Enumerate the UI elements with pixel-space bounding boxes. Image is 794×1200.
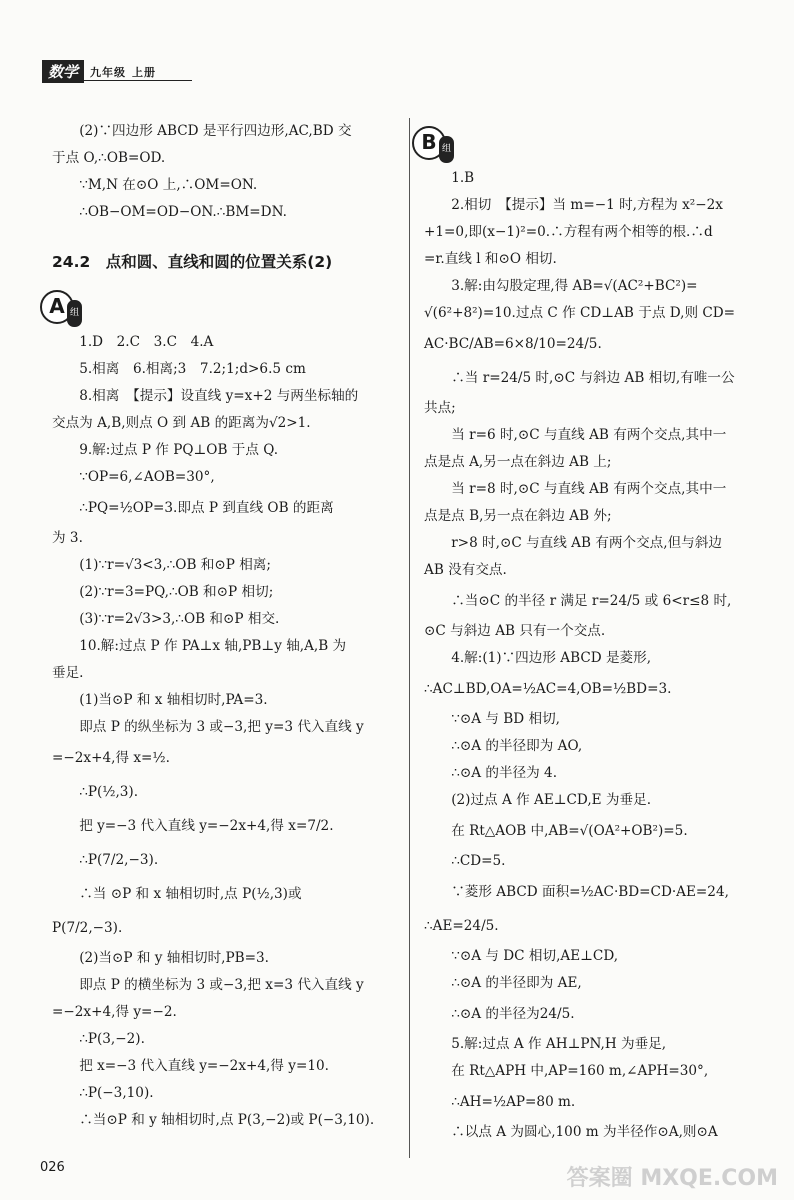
left-column bbox=[49, 118, 390, 1134]
text-line: ∴P(7/2,−3). bbox=[79, 852, 159, 868]
text-line: 垂足. bbox=[52, 665, 84, 681]
text-line: +1=0,即(x−1)²=0.∴方程有两个相等的根.∴d bbox=[424, 224, 713, 240]
text-line: (1)当⊙P 和 x 轴相切时,PA=3. bbox=[79, 692, 268, 708]
group-a-icon: A bbox=[40, 290, 74, 324]
text-line: AC·BC/AB=6×8/10=24/5. bbox=[424, 336, 602, 352]
text-line: ∴⊙A 的半径即为 AO, bbox=[451, 738, 583, 754]
text-line: 共点; bbox=[424, 400, 456, 416]
header-rule bbox=[42, 80, 192, 81]
text-line: 4.解:(1)∵四边形 ABCD 是菱形, bbox=[451, 650, 652, 666]
text-line: ∵OP=6,∠AOB=30°, bbox=[79, 469, 215, 485]
text-line: 10.解:过点 P 作 PA⊥x 轴,PB⊥y 轴,A,B 为 bbox=[79, 638, 347, 654]
group-b-icon: B bbox=[412, 126, 446, 160]
text-line: ∴P(½,3). bbox=[79, 784, 139, 800]
text-line: 9.解:过点 P 作 PQ⊥OB 于点 Q. bbox=[79, 442, 279, 458]
text-line: 1.D 2.C 3.C 4.A bbox=[79, 334, 214, 350]
text-line: ∴⊙A 的半径即为 AE, bbox=[451, 975, 582, 991]
text-line: ∴当⊙C 的半径 r 满足 r=24/5 或 6<r≤8 时, bbox=[451, 593, 732, 609]
text-line: ∴当 ⊙P 和 x 轴相切时,点 P(½,3)或 bbox=[79, 886, 302, 902]
text-line: ∵⊙A 与 BD 相切, bbox=[451, 711, 560, 727]
text-line: ∴当 r=24/5 时,⊙C 与斜边 AB 相切,有唯一公 bbox=[451, 370, 735, 386]
text-line: ∵菱形 ABCD 面积=½AC·BD=CD·AE=24, bbox=[451, 884, 729, 900]
text-line: √(6²+8²)=10.过点 C 作 CD⊥AB 于点 D,则 CD= bbox=[424, 305, 736, 321]
text-line: (2)过点 A 作 AE⊥CD,E 为垂足. bbox=[451, 792, 652, 808]
text-line: P(7/2,−3). bbox=[52, 920, 123, 936]
text-line: 当 r=8 时,⊙C 与直线 AB 有两个交点,其中一 bbox=[451, 481, 727, 497]
text-line: 5.相离 6.相离;3 7.2;1;d>6.5 cm bbox=[79, 361, 306, 377]
text-line: =−2x+4,得 x=½. bbox=[52, 750, 170, 766]
text-line: r>8 时,⊙C 与直线 AB 有两个交点,但与斜边 bbox=[451, 535, 722, 551]
text-line: 点是点 A,另一点在斜边 AB 上; bbox=[424, 454, 612, 470]
text-line: AB 没有交点. bbox=[424, 562, 507, 578]
text-line: (1)∵r=√3<3,∴OB 和⊙P 相离; bbox=[79, 557, 271, 573]
text-line: ⊙C 与斜边 AB 只有一个交点. bbox=[424, 623, 606, 639]
column-divider bbox=[409, 118, 410, 1158]
section-title: 24.2 点和圆、直线和圆的位置关系(2) bbox=[52, 253, 333, 271]
text-line: 于点 O,∴OB=OD. bbox=[52, 150, 166, 166]
text-line: 点是点 B,另一点在斜边 AB 外; bbox=[424, 508, 612, 524]
text-line: ∴CD=5. bbox=[451, 853, 506, 869]
text-line: ∴AH=½AP=80 m. bbox=[451, 1094, 576, 1110]
group-a-badge bbox=[40, 286, 82, 327]
group-b-badge bbox=[412, 122, 454, 163]
text-line: (2)∵四边形 ABCD 是平行四边形,AC,BD 交 bbox=[79, 123, 352, 139]
text-line: ∴当⊙P 和 y 轴相切时,点 P(3,−2)或 P(−3,10). bbox=[79, 1112, 375, 1128]
text-line: 2.相切 【提示】当 m=−1 时,方程为 x²−2x bbox=[451, 197, 723, 213]
text-line: ∴P(−3,10). bbox=[79, 1085, 154, 1101]
text-line: 3.解:由勾股定理,得 AB=√(AC²+BC²)= bbox=[451, 278, 698, 294]
text-line: =r.直线 l 和⊙O 相切. bbox=[424, 251, 557, 267]
group-label: 组 bbox=[67, 300, 82, 327]
text-line: 交点为 A,B,则点 O 到 AB 的距离为√2>1. bbox=[52, 415, 311, 431]
right-column bbox=[421, 118, 776, 1146]
text-line: 把 y=−3 代入直线 y=−2x+4,得 x=7/2. bbox=[79, 818, 334, 834]
text-line: 为 3. bbox=[52, 530, 83, 546]
text-line: (2)当⊙P 和 y 轴相切时,PB=3. bbox=[79, 950, 270, 966]
text-line: 即点 P 的纵坐标为 3 或−3,把 y=3 代入直线 y bbox=[79, 719, 364, 735]
watermark: 答案圈 MXQE.COM bbox=[566, 1166, 778, 1191]
text-line: ∴OB−OM=OD−ON.∴BM=DN. bbox=[79, 204, 287, 220]
text-line: (2)∵r=3=PQ,∴OB 和⊙P 相切; bbox=[79, 584, 274, 600]
text-line: 把 x=−3 代入直线 y=−2x+4,得 y=10. bbox=[79, 1058, 329, 1074]
text-line: ∴以点 A 为圆心,100 m 为半径作⊙A,则⊙A bbox=[451, 1124, 718, 1140]
volume-label: 上册 bbox=[132, 65, 157, 79]
grade-label: 九年级 bbox=[90, 65, 127, 79]
text-line: ∴AE=24/5. bbox=[424, 918, 499, 934]
text-line: ∴P(3,−2). bbox=[79, 1031, 145, 1047]
text-line: ∴AC⊥BD,OA=½AC=4,OB=½BD=3. bbox=[424, 681, 672, 697]
text-line: ∴⊙A 的半径为24/5. bbox=[451, 1006, 575, 1022]
text-line: 当 r=6 时,⊙C 与直线 AB 有两个交点,其中一 bbox=[451, 427, 727, 443]
text-line: 在 Rt△AOB 中,AB=√(OA²+OB²)=5. bbox=[451, 823, 688, 839]
subject-label: 数学 bbox=[42, 60, 84, 83]
text-line: ∵⊙A 与 DC 相切,AE⊥CD, bbox=[451, 948, 619, 964]
text-line: 5.解:过点 A 作 AH⊥PN,H 为垂足, bbox=[451, 1036, 667, 1052]
text-line: 即点 P 的横坐标为 3 或−3,把 x=3 代入直线 y bbox=[79, 977, 364, 993]
text-line: ∵M,N 在⊙O 上,∴OM=ON. bbox=[79, 177, 258, 193]
text-line: (3)∵r=2√3>3,∴OB 和⊙P 相交. bbox=[79, 611, 280, 627]
text-line: =−2x+4,得 y=−2. bbox=[52, 1004, 177, 1020]
text-line: ∴PQ=½OP=3.即点 P 到直线 OB 的距离 bbox=[79, 500, 334, 516]
text-line: 1.B bbox=[451, 170, 475, 186]
group-label: 组 bbox=[439, 136, 454, 163]
page-number: 026 bbox=[40, 1160, 65, 1175]
text-line: 在 Rt△APH 中,AP=160 m,∠APH=30°, bbox=[451, 1063, 709, 1079]
text-line: ∴⊙A 的半径为 4. bbox=[451, 765, 558, 781]
text-line: 8.相离 【提示】设直线 y=x+2 与两坐标轴的 bbox=[79, 388, 359, 404]
